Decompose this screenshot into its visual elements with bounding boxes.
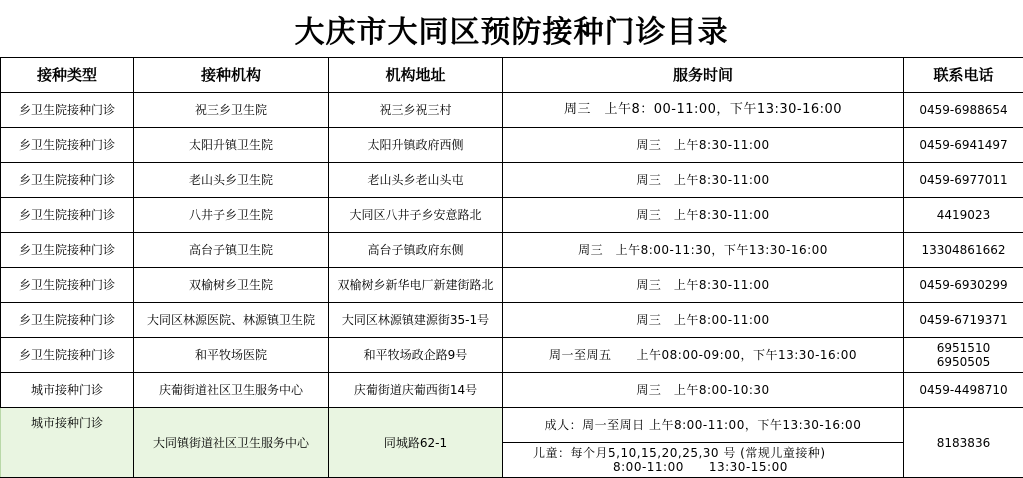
cell-time-adult: 成人：周一至周日 上午8:00-11:00，下午13:30-16:00 xyxy=(503,408,904,443)
header-org: 接种机构 xyxy=(134,58,329,93)
cell-org: 老山头乡卫生院 xyxy=(134,163,329,198)
cell-type: 城市接种门诊 xyxy=(1,373,134,408)
table-row xyxy=(1,163,1023,198)
cell-address: 祝三乡祝三村 xyxy=(329,93,503,128)
cell-type: 乡卫生院接种门诊 xyxy=(1,268,134,303)
table-row xyxy=(1,128,1023,163)
child-time-line: 8:00-11:00 13:30-15:00 xyxy=(533,460,901,474)
cell-type: 乡卫生院接种门诊 xyxy=(1,163,134,198)
table-row xyxy=(1,338,1023,373)
cell-time: 周三 上午8:30-11:00 xyxy=(503,198,904,233)
cell-time: 周三 上午8:00-10:30 xyxy=(503,373,904,408)
phone-line: 6950505 xyxy=(906,355,1021,369)
cell-type: 城市接种门诊 xyxy=(1,408,134,478)
cell-org: 高台子镇卫生院 xyxy=(134,233,329,268)
table-row xyxy=(1,233,1023,268)
cell-phone: 8183836 xyxy=(904,408,1023,478)
header-time: 服务时间 xyxy=(503,58,904,93)
cell-address: 和平牧场政企路9号 xyxy=(329,338,503,373)
cell-type: 乡卫生院接种门诊 xyxy=(1,198,134,233)
cell-type: 乡卫生院接种门诊 xyxy=(1,128,134,163)
table-row xyxy=(1,303,1023,338)
cell-phone: 0459-4498710 xyxy=(904,373,1023,408)
cell-address: 大同区林源镇建源街35-1号 xyxy=(329,303,503,338)
cell-time: 周三 上午8:00-11:30，下午13:30-16:00 xyxy=(503,233,904,268)
cell-org: 祝三乡卫生院 xyxy=(134,93,329,128)
cell-address: 庆葡街道庆葡西街14号 xyxy=(329,373,503,408)
table-header-row xyxy=(1,58,1023,93)
header-phone: 联系电话 xyxy=(904,58,1023,93)
cell-org: 大同镇街道社区卫生服务中心 xyxy=(134,408,329,478)
table-row xyxy=(1,408,1023,443)
phone-line: 6951510 xyxy=(906,341,1021,355)
cell-org: 双榆树乡卫生院 xyxy=(134,268,329,303)
cell-time: 周三 上午8:30-11:00 xyxy=(503,128,904,163)
cell-phone xyxy=(904,338,1023,373)
table-row xyxy=(1,268,1023,303)
cell-type: 乡卫生院接种门诊 xyxy=(1,93,134,128)
cell-type: 乡卫生院接种门诊 xyxy=(1,303,134,338)
cell-address: 同城路62-1 xyxy=(329,408,503,478)
header-address: 机构地址 xyxy=(329,58,503,93)
cell-org: 八井子乡卫生院 xyxy=(134,198,329,233)
cell-time: 周三 上午8:30-11:00 xyxy=(503,268,904,303)
cell-org: 和平牧场医院 xyxy=(134,338,329,373)
cell-phone: 0459-6977011 xyxy=(904,163,1023,198)
cell-address: 大同区八井子乡安意路北 xyxy=(329,198,503,233)
cell-type: 乡卫生院接种门诊 xyxy=(1,233,134,268)
header-type: 接种类型 xyxy=(1,58,134,93)
child-time-line: 儿童：每个月5,10,15,20,25,30 号 (常规儿童接种) xyxy=(533,446,901,460)
cell-org: 庆葡街道社区卫生服务中心 xyxy=(134,373,329,408)
clinic-table xyxy=(0,57,1023,478)
cell-phone: 0459-6719371 xyxy=(904,303,1023,338)
cell-phone: 0459-6988654 xyxy=(904,93,1023,128)
cell-time: 周三 上午8:00-11:00 xyxy=(503,303,904,338)
cell-address: 高台子镇政府东侧 xyxy=(329,233,503,268)
cell-phone: 4419023 xyxy=(904,198,1023,233)
cell-time-child xyxy=(503,443,904,478)
page-title: 大庆市大同区预防接种门诊目录 xyxy=(0,0,1023,57)
cell-phone: 0459-6930299 xyxy=(904,268,1023,303)
cell-phone: 13304861662 xyxy=(904,233,1023,268)
cell-phone: 0459-6941497 xyxy=(904,128,1023,163)
table-row xyxy=(1,373,1023,408)
cell-type: 乡卫生院接种门诊 xyxy=(1,338,134,373)
cell-address: 老山头乡老山头屯 xyxy=(329,163,503,198)
cell-time: 周三 上午8：00-11:00，下午13:30-16:00 xyxy=(503,93,904,128)
cell-org: 太阳升镇卫生院 xyxy=(134,128,329,163)
cell-address: 太阳升镇政府西侧 xyxy=(329,128,503,163)
cell-time: 周一至周五 上午08:00-09:00，下午13:30-16:00 xyxy=(503,338,904,373)
table-row xyxy=(1,198,1023,233)
cell-address: 双榆树乡新华电厂新建街路北 xyxy=(329,268,503,303)
cell-time: 周三 上午8:30-11:00 xyxy=(503,163,904,198)
table-row xyxy=(1,93,1023,128)
cell-org: 大同区林源医院、林源镇卫生院 xyxy=(134,303,329,338)
